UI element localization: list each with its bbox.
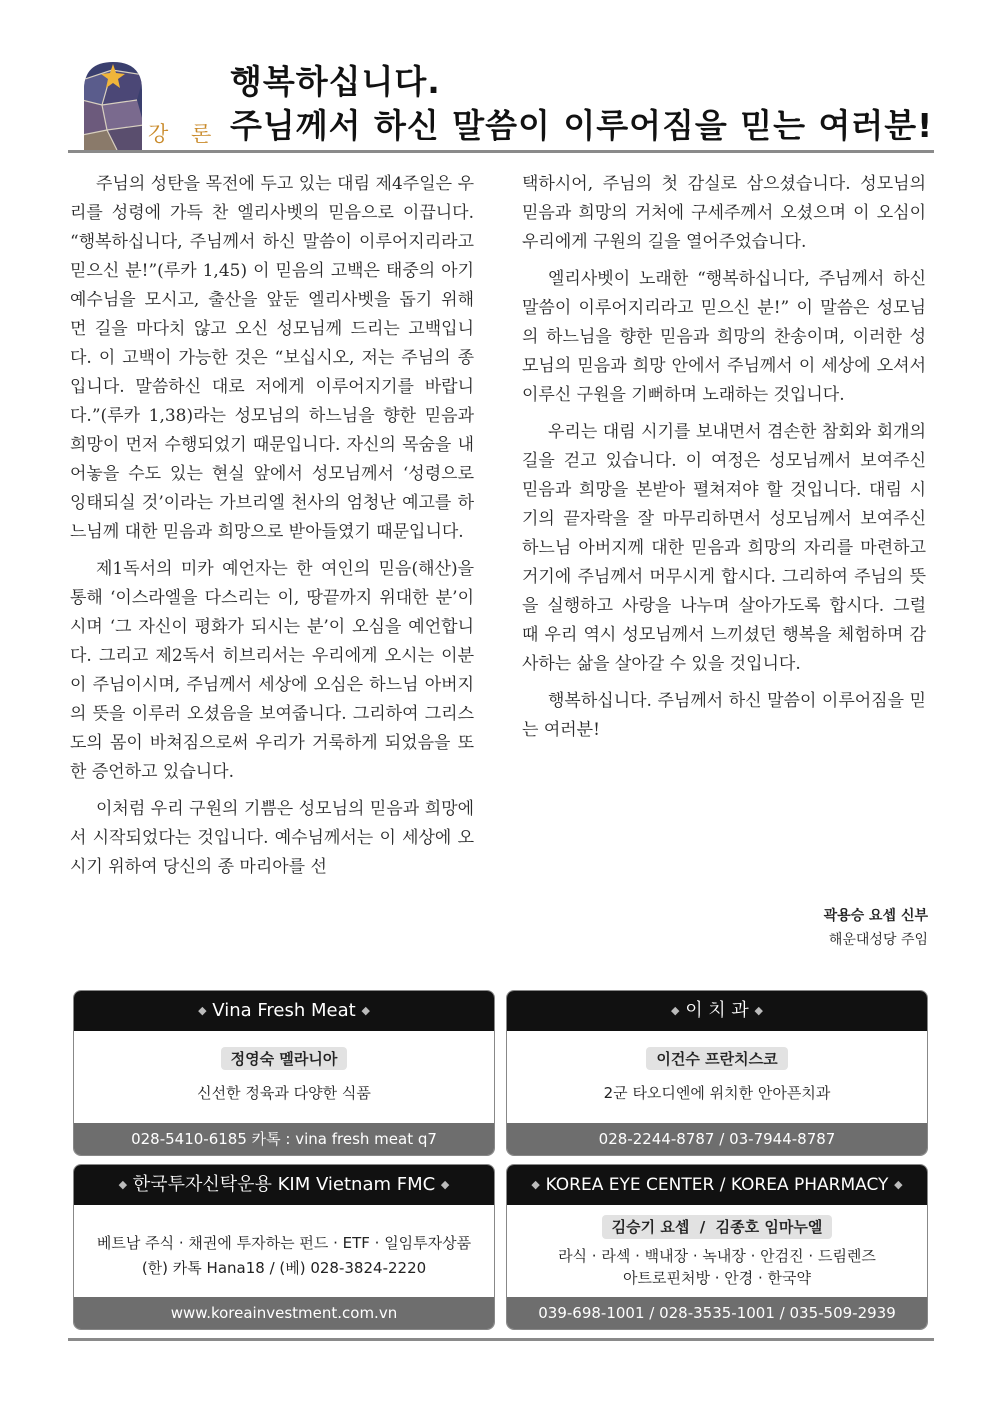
ad-line: 신선한 정육과 다양한 식품 [197, 1084, 371, 1102]
paragraph: 엘리사벳이 노래한 “행복하십니다, 주님께서 하신 말씀이 이루어지리라고 믿으신 분!” 이 말씀은 성모님의 하느님을 향한 믿음과 희망의 찬송이며, 이러한 성모님의 믿음과 희망 안에서 주님께서 이 세상에 오셔서 이루신 구원을 기뻐하며 노래하는 것입니다. [522, 269, 926, 405]
ad-line: (한) 카톡 Hana18 / (베) 028-3824-2220 [141, 1259, 427, 1277]
ad-header: ◆ Vina Fresh Meat ◆ [74, 991, 494, 1031]
logo-label: 강 론 [148, 122, 220, 146]
homily-column-left [70, 170, 474, 890]
header [68, 58, 934, 152]
signature [824, 904, 928, 952]
ad-line: 2군 타오디엔에 위치한 안아픈치과 [603, 1084, 831, 1102]
ad-tag: 정영숙 멜라니아 [221, 1047, 348, 1070]
ad-body [507, 1205, 927, 1289]
ad-footer: 039-698-1001 / 028-3535-1001 / 035-509-2939 [507, 1297, 927, 1329]
ad-header: ◆ 이 치 과 ◆ [507, 991, 927, 1031]
signature-name: 곽용승 요셉 신부 [823, 908, 928, 924]
ad-footer: 028-2244-8787 / 03-7944-8787 [507, 1123, 927, 1155]
ad-footer: www.koreainvestment.com.vn [74, 1297, 494, 1329]
ad-dental-clinic [506, 990, 928, 1156]
signature-role: 해운대성당 주임 [828, 932, 928, 948]
ad-footer: 028-5410-6185 카톡 : vina fresh meat q7 [74, 1123, 494, 1155]
ad-korea-investment [73, 1164, 495, 1330]
ad-vina-fresh-meat [73, 990, 495, 1156]
ad-body [74, 1031, 494, 1103]
title-line-2: 주님께서 하신 말씀이 이루어짐을 믿는 여러분! [230, 106, 934, 145]
ad-line: 아트로핀처방 · 안경 · 한국약 [623, 1269, 811, 1287]
homily-column-right [522, 170, 926, 753]
ad-title: 이 치 과 [685, 1000, 749, 1021]
paragraph: 이처럼 우리 구원의 기쁨은 성모님의 믿음과 희망에서 시작되었다는 것입니다. 예수님께서는 이 세상에 오시기 위하여 당신의 종 마리아를 선 [70, 799, 474, 877]
bottom-divider [68, 1338, 934, 1341]
ad-body [74, 1205, 494, 1281]
paragraph: 택하시어, 주님의 첫 감실로 삼으셨습니다. 성모님의 믿음과 희망의 거처에 구세주께서 오셨으며 이 오심이 우리에게 구원의 길을 열어주었습니다. [522, 174, 926, 252]
ad-tag: 이건수 프란치스코 [646, 1047, 787, 1070]
paragraph: 주님의 성탄을 목전에 두고 있는 대림 제4주일은 우리를 성령에 가득 찬 엘리사벳의 믿음으로 이끕니다. “행복하십니다, 주님께서 하신 말씀이 이루어지리라고 믿으신 분!”(루카 1,45) 이 믿음의 고백은 태중의 아기 예수님을 모시고, 출산을 앞둔 엘리사벳을 돕기 위해 먼 길을 마다치 않고 오신 성모님께 드리는 고백입니다. 이 고백이 가능한 것은 “보십시오, 저는 주님의 종입니다. 말씀하신 대로 저에게 이루어지기를 바랍니다.”(루카 1,38)라는 성모님의 하느님을 향한 믿음과 희망이 먼저 수행되었기 때문입니다. 자신의 목숨을 내어놓을 수도 있는 현실 앞에서 성모님께서 ‘성령으로 잉태되실 것’이라는 가브리엘 천사의 엄청난 예고를 하느님께 대한 믿음과 희망으로 받아들였기 때문입니다. [70, 174, 474, 542]
ad-body [507, 1031, 927, 1103]
ad-header: ◆ 한국투자신탁운용 KIM Vietnam FMC ◆ [74, 1165, 494, 1205]
title-line-1: 행복하십니다. [230, 62, 441, 101]
stained-glass-logo [82, 60, 144, 150]
ad-title: KOREA EYE CENTER / KOREA PHARMACY [545, 1175, 889, 1195]
ad-title: 한국투자신탁운용 KIM Vietnam FMC [132, 1174, 436, 1195]
ad-korea-eye-center [506, 1164, 928, 1330]
paragraph: 제1독서의 미카 예언자는 한 여인의 믿음(해산)을 통해 ‘이스라엘을 다스리는 이, 땅끝까지 위대한 분’이시며 ‘그 자신이 평화가 되시는 분’이 오심을 예언합니다. 그리고 제2독서 히브리서는 우리에게 오시는 이분이 주님이시며, 주님께서 세상에 오심은 하느님 아버지의 뜻을 이루러 오셨음을 보여줍니다. 그리하여 그리스도의 몸이 바쳐짐으로써 우리가 거룩하게 되었음을 또한 증언하고 있습니다. [70, 559, 474, 782]
ad-header: ◆ KOREA EYE CENTER / KOREA PHARMACY ◆ [507, 1165, 927, 1205]
paragraph: 우리는 대림 시기를 보내면서 겸손한 참회와 회개의 길을 걷고 있습니다. 이 여정은 성모님께서 보여주신 믿음과 희망을 본받아 펼쳐져야 할 것입니다. 대림 시기의 끝자락을 잘 마무리하면서 성모님께서 보여주신 하느님 아버지께 대한 믿음과 희망의 자리를 마련하고 거기에 주님께서 머무시게 합시다. 그리하여 주님의 뜻을 실행하고 사랑을 나누며 살아가도록 합시다. 그럴 때 우리 역시 성모님께서 느끼셨던 행복을 체험하며 감사하는 삶을 살아갈 수 있을 것입니다. [522, 422, 926, 674]
page-title [230, 60, 933, 148]
ad-tag: 김승기 요셉 / 김종호 임마누엘 [602, 1215, 833, 1239]
ad-line: 베트남 주식 · 채권에 투자하는 펀드 · ETF · 일임투자상품 [96, 1234, 472, 1252]
top-divider [68, 150, 934, 153]
paragraph: 행복하십니다. 주님께서 하신 말씀이 이루어짐을 믿는 여러분! [522, 691, 926, 740]
ad-title: Vina Fresh Meat [212, 1000, 356, 1021]
ad-line: 라식 · 라섹 · 백내장 · 녹내장 · 안검진 · 드림렌즈 [558, 1247, 876, 1265]
